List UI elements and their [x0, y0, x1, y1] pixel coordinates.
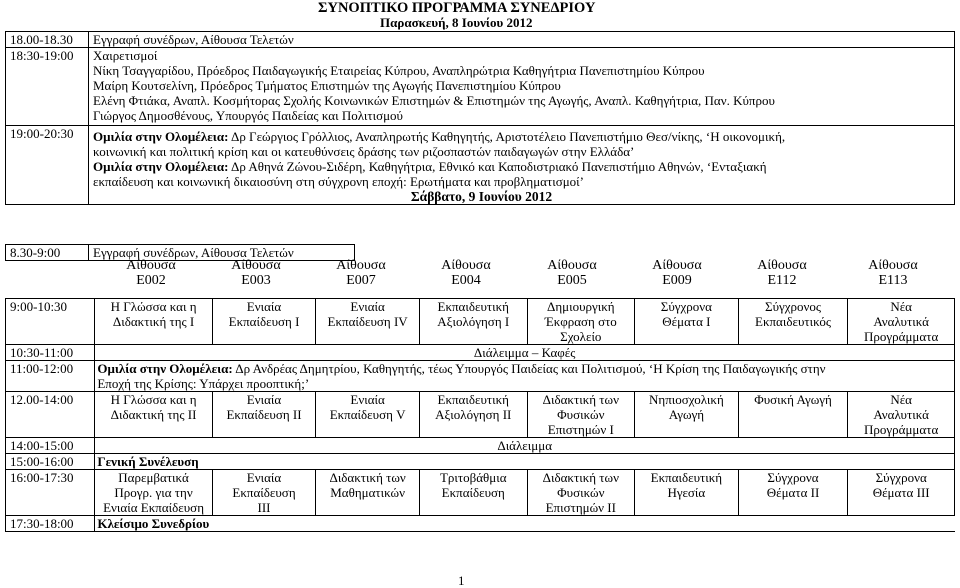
- session-cell: [419, 299, 527, 345]
- session-line: Νηπιοσχολική: [649, 392, 724, 407]
- session-line: Ενιαία: [246, 299, 282, 314]
- session-cell: [419, 392, 527, 438]
- session-line: Διδακτική της ΙΙ: [110, 407, 197, 422]
- time-cell: 11:00-12:00: [6, 361, 95, 392]
- plenary-line: Εποχή της Κρίσης: Υπάρχει προοπτική;’: [97, 376, 310, 391]
- session-line: Εκπαίδευση V: [329, 407, 406, 422]
- session-cell: [316, 392, 420, 438]
- room-code: Ε004: [451, 273, 481, 288]
- session-cell: [635, 470, 739, 516]
- friday-schedule-table: [5, 31, 955, 205]
- session-line: Εκπαιδευτική: [650, 470, 723, 485]
- session-cell: [95, 470, 212, 516]
- session-cell: [635, 299, 739, 345]
- break-cell: Διάλειμμα – Καφές: [95, 345, 955, 361]
- session-line: Προγράμματα: [864, 329, 939, 344]
- room-code: Ε002: [136, 273, 166, 288]
- time-cell: 12.00-14:00: [6, 392, 95, 438]
- session-line: Φυσικών: [557, 407, 605, 422]
- session-line: Παρεμβατικά: [118, 470, 189, 485]
- session-line: Σύγχρονος: [765, 299, 822, 314]
- session-line: Ενιαία: [246, 470, 282, 485]
- assembly-cell: [95, 454, 955, 470]
- session-line: Σύγχρονα: [875, 470, 927, 485]
- session-line: Προγρ. για την: [114, 485, 193, 500]
- session-line: Ενιαία: [350, 299, 385, 314]
- table-row: [6, 126, 955, 205]
- room-header: [848, 258, 938, 288]
- session-line: Μαθηματικών: [330, 485, 405, 500]
- saturday-date-heading: Σάββατο, 9 Ιουνίου 2012: [410, 189, 553, 204]
- session-line: Διδακτική της Ι: [112, 314, 195, 329]
- session-line: Νέα: [890, 299, 912, 314]
- session-line: Αγωγή: [668, 407, 705, 422]
- room-name: Αίθουσα: [868, 258, 918, 273]
- session-line: Εκπαιδευτική: [437, 392, 509, 407]
- session-cell: [316, 470, 420, 516]
- session-cell: [848, 392, 955, 438]
- room-name: Αίθουσα: [441, 258, 491, 273]
- session-cell: [316, 299, 420, 345]
- session-cell: [527, 299, 635, 345]
- session-cell: [848, 299, 955, 345]
- session-line: Θέματα ΙΙΙ: [872, 485, 930, 500]
- session-line: Εκπαίδευση Ι: [228, 314, 300, 329]
- plenary-line: [93, 159, 950, 174]
- plenary-text: Δρ Ανδρέας Δημητρίου, Καθηγητής, τέως Υπουργός Παιδείας και Πολιτισμού, ‘Η Κρίση της Παιδαγωγικής στην: [232, 361, 826, 376]
- time-cell: 17:30-18:00: [6, 516, 95, 532]
- room-header: [421, 258, 511, 288]
- plenary-line: εκπαίδευση και κοινωνική δικαιοσύνη στη σύγχρονη εποχή: Ερωτήματα και προβληματισμοί’: [93, 174, 584, 189]
- session-cell: [738, 470, 848, 516]
- greetings-heading: Χαιρετισμοί: [93, 48, 158, 63]
- session-cell: [738, 299, 848, 345]
- session-line: Νέα: [890, 392, 912, 407]
- table-row: [6, 392, 955, 438]
- session-cell: [738, 392, 848, 438]
- session-line: Ηγεσία: [667, 485, 706, 500]
- registration-cell: Εγγραφή συνέδρων, Αίθουσα Τελετών: [89, 32, 955, 48]
- session-cell: [527, 392, 635, 438]
- session-line: Ενιαία: [350, 392, 385, 407]
- greetings-cell: [89, 48, 955, 126]
- plenary-label: Ομιλία στην Ολομέλεια:: [93, 159, 229, 174]
- session-line: Εκπαιδευτικός: [755, 314, 832, 329]
- saturday-schedule-table: [5, 298, 955, 532]
- friday-date-heading: Παρασκευή, 8 Ιουνίου 2012: [380, 15, 533, 30]
- page-number: 1: [458, 573, 465, 588]
- plenary-label: Ομιλία στην Ολομέλεια:: [93, 129, 229, 144]
- speaker-line: Ελένη Φτιάκα, Αναπλ. Κοσμήτορας Σχολής Κοινωνικών Επιστημών & Επιστημών της Αγωγής, Αναπλ. Καθηγήτρια, Παν. Κύπρου: [93, 93, 775, 108]
- room-code: Ε005: [557, 273, 587, 288]
- room-name: Αίθουσα: [652, 258, 702, 273]
- plenary-cell: [95, 361, 955, 392]
- session-line: Εκπαίδευση: [232, 485, 296, 500]
- room-header: [316, 258, 406, 288]
- plenary-line: [93, 129, 950, 144]
- plenary-text: Δρ Αθηνά Ζώνου-Σιδέρη, Καθηγήτρια, Εθνικό και Καποδιστριακό Πανεπιστήμιο Αθηνών, ‘Ενταξιακή: [228, 159, 767, 174]
- page-title: ΣΥΝΟΠΤΙΚΟ ΠΡΟΓΡΑΜΜΑ ΣΥΝΕΔΡΙΟΥ: [318, 0, 596, 16]
- session-line: Η Γλώσσα και η: [110, 299, 197, 314]
- session-line: Εκπαιδευτική: [437, 299, 509, 314]
- session-line: ΙΙΙ: [257, 500, 271, 515]
- room-header: [737, 258, 827, 288]
- session-line: Δημιουργική: [546, 299, 615, 314]
- plenary-cell: [89, 126, 955, 205]
- room-code: Ε003: [241, 273, 271, 288]
- plenary-line: [97, 361, 952, 376]
- closing-label: Κλείσιμο Συνεδρίου: [97, 516, 210, 531]
- session-cell: [212, 392, 316, 438]
- speaker-line: Νίκη Τσαγγαρίδου, Πρόεδρος Παιδαγωγικής Εταιρείας Κύπρου, Αναπληρώτρια Καθηγήτρια Πανεπιστημίου Κύπρου: [93, 63, 705, 78]
- session-line: Αναλυτικά: [873, 407, 929, 422]
- session-line: Επιστημών ΙΙ: [545, 500, 616, 515]
- table-row: [6, 438, 955, 454]
- room-name: Αίθουσα: [547, 258, 597, 273]
- session-line: Εκπαίδευση ΙΙ: [226, 407, 302, 422]
- room-name: Αίθουσα: [126, 258, 176, 273]
- room-code: Ε112: [767, 273, 797, 288]
- room-name: Αίθουσα: [757, 258, 807, 273]
- session-cell: [419, 470, 527, 516]
- session-cell: [212, 299, 316, 345]
- session-line: Διδακτική των: [542, 470, 619, 485]
- table-row: [6, 32, 955, 48]
- closing-cell: [95, 516, 955, 532]
- table-row: [6, 516, 955, 532]
- table-row: [6, 299, 955, 345]
- table-row: [6, 454, 955, 470]
- session-line: Φυσικών: [557, 485, 605, 500]
- time-cell: 16:00-17:30: [6, 470, 95, 516]
- session-line: Σύγχρονα: [767, 470, 819, 485]
- session-line: Φυσική Αγωγή: [754, 392, 832, 407]
- session-line: Η Γλώσσα και η: [110, 392, 197, 407]
- session-line: Αξιολόγηση Ι: [437, 314, 510, 329]
- session-line: Αξιολόγηση ΙΙ: [435, 407, 512, 422]
- session-line: Σχολείο: [560, 329, 602, 344]
- time-cell: 10:30-11:00: [6, 345, 95, 361]
- room-name: Αίθουσα: [231, 258, 281, 273]
- session-line: Προγράμματα: [864, 422, 939, 437]
- session-line: Ενιαία Εκπαίδευση: [103, 500, 204, 515]
- table-row: [6, 470, 955, 516]
- session-cell: [527, 470, 635, 516]
- time-cell: 18:30-19:00: [6, 48, 89, 126]
- speaker-line: Μαίρη Κουτσελίνη, Πρόεδρος Τμήματος Επιστημών της Αγωγής Πανεπιστημίου Κύπρου: [93, 78, 561, 93]
- time-cell: 15:00-16:00: [6, 454, 95, 470]
- room-name: Αίθουσα: [336, 258, 386, 273]
- session-line: Ενιαία: [246, 392, 282, 407]
- room-headers: [0, 258, 960, 292]
- time-cell: 8.30-9:00: [6, 245, 89, 261]
- room-header: [211, 258, 301, 288]
- room-code: Ε007: [346, 273, 376, 288]
- time-cell: 9:00-10:30: [6, 299, 95, 345]
- session-line: Διδακτική των: [329, 470, 406, 485]
- table-row: [6, 345, 955, 361]
- session-line: Επιστημών Ι: [547, 422, 614, 437]
- session-line: Αναλυτικά: [873, 314, 929, 329]
- session-line: Εκπαίδευση ΙV: [327, 314, 408, 329]
- session-cell: [95, 299, 212, 345]
- time-cell: 18.00-18.30: [6, 32, 89, 48]
- session-line: Θέματα Ι: [662, 314, 711, 329]
- room-code: Ε009: [662, 273, 692, 288]
- session-cell: [95, 392, 212, 438]
- speaker-line: Γιώργος Δημοσθένους, Υπουργός Παιδείας και Πολιτισμού: [93, 108, 403, 123]
- room-header: [106, 258, 196, 288]
- session-line: Εκπαίδευση: [441, 485, 505, 500]
- session-line: Θέματα ΙΙ: [766, 485, 820, 500]
- room-header: [632, 258, 722, 288]
- session-line: Διδακτική των: [542, 392, 619, 407]
- room-header: [527, 258, 617, 288]
- break-cell: Διάλειμμα: [95, 438, 955, 454]
- table-row: [6, 48, 955, 126]
- plenary-text: Δρ Γεώργιος Γρόλλιος, Αναπληρωτής Καθηγητής, Αριστοτέλειο Πανεπιστήμιο Θεσ/νίκης, ‘Η οικονομική,: [228, 129, 786, 144]
- room-code: Ε113: [878, 273, 908, 288]
- session-cell: [635, 392, 739, 438]
- session-line: Σύγχρονα: [660, 299, 712, 314]
- plenary-label: Ομιλία στην Ολομέλεια:: [97, 361, 233, 376]
- session-cell: [848, 470, 955, 516]
- session-line: Έκφραση στο: [544, 314, 617, 329]
- assembly-label: Γενική Συνέλευση: [97, 454, 199, 469]
- registration-cell: Εγγραφή συνέδρων, Αίθουσα Τελετών: [89, 245, 355, 261]
- session-line: Τριτοβάθμια: [439, 470, 507, 485]
- time-cell: 19:00-20:30: [6, 126, 89, 205]
- session-cell: [212, 470, 316, 516]
- plenary-line: κοινωνική και πολιτική κρίση και οι κατευθύνσεις δράσης των ριζοσπαστών παιδαγωγών στην Ελλάδα’: [93, 144, 635, 159]
- table-row: [6, 361, 955, 392]
- time-cell: 14:00-15:00: [6, 438, 95, 454]
